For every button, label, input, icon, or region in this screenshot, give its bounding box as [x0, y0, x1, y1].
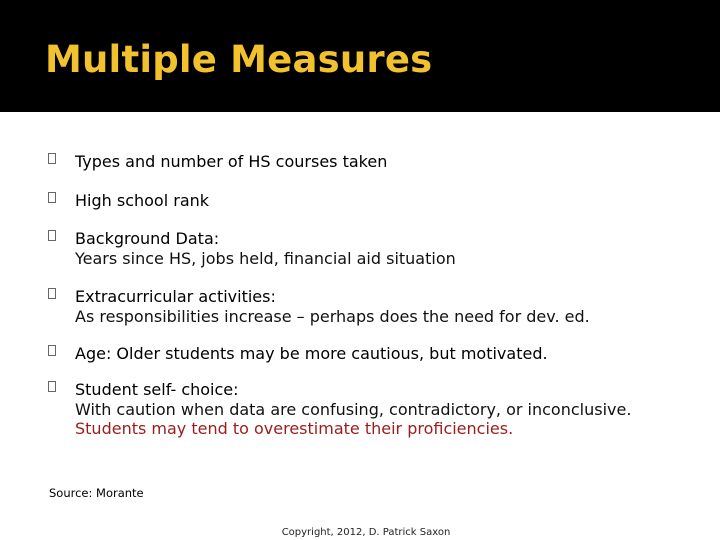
bullet-marker-icon [48, 345, 56, 356]
bullet-text: Background Data: [75, 229, 220, 248]
bullet-text: Age: Older students may be more cautious, but motivated. [75, 344, 548, 363]
bullet-text: Extracurricular activities: [75, 287, 276, 306]
bullet-subtext: Years since HS, jobs held, financial aid situation [75, 248, 456, 268]
bullet-item-self-choice [48, 380, 708, 439]
copyright-footer [0, 527, 720, 538]
bullet-text: Types and number of HS courses taken [75, 152, 388, 171]
bullet-subtext: With caution when data are confusing, contradictory, or inconclusive. [75, 399, 632, 419]
bullet-marker-icon [48, 288, 56, 299]
bullet-item-background-data [48, 229, 708, 268]
bullet-subtext: As responsibilities increase – perhaps does the need for dev. ed. [75, 306, 590, 326]
bullet-item-hs-rank [48, 191, 708, 211]
source-note: Source: Morante [49, 486, 144, 500]
bullet-item-extracurricular [48, 287, 708, 326]
bullet-marker-icon [48, 381, 56, 392]
bullet-marker-icon [48, 192, 56, 203]
bullet-item-age [48, 344, 708, 364]
bullet-marker-icon [48, 153, 56, 164]
bullet-accent-text: Students may tend to overestimate their proficiencies. [75, 419, 514, 438]
bullet-text: Student self- choice: [75, 380, 239, 399]
slide-title: Multiple Measures [45, 38, 433, 81]
bullet-marker-icon [48, 230, 56, 241]
bullet-text: High school rank [75, 191, 210, 210]
bullet-item-hs-courses [48, 152, 708, 172]
copyright-text: Copyright, 2012, D. Patrick Saxon [281, 527, 451, 538]
